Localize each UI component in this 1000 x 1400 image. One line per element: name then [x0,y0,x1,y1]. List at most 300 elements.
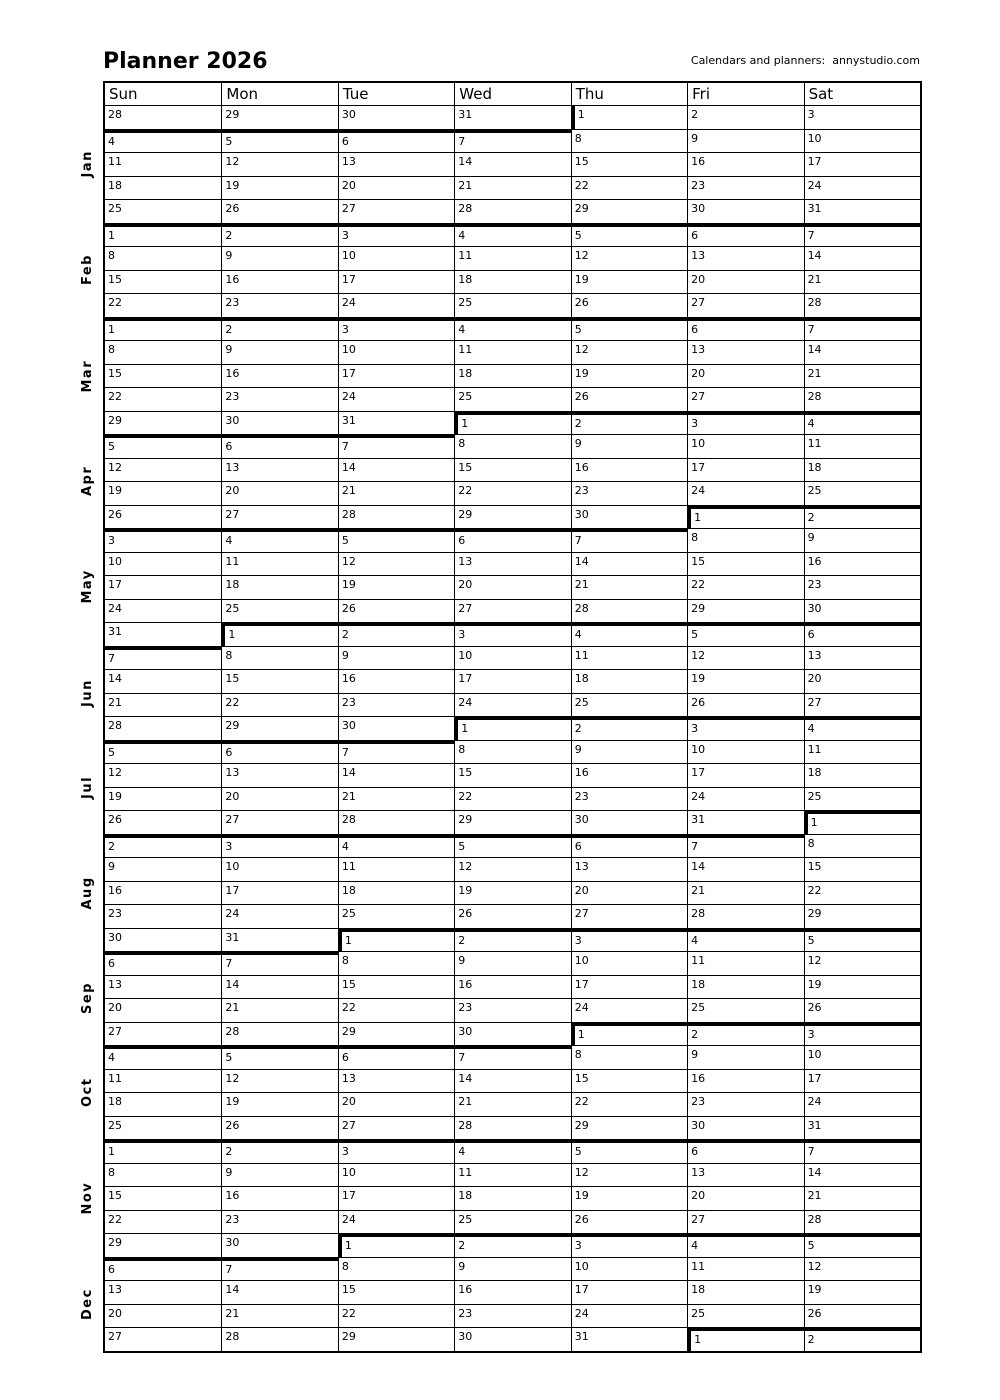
day-cell: 17 [571,975,687,999]
day-cell: 6 [687,1139,803,1163]
day-cell: 25 [571,693,687,717]
month-label-jun: Jun [80,678,95,707]
day-cell: 4 [454,223,570,247]
month-label-mar: Mar [80,358,95,392]
day-cell: 10 [571,1257,687,1281]
day-cell: 5 [687,622,803,646]
day-cell: 17 [804,1069,920,1093]
day-cell: 24 [454,693,570,717]
day-cell: 24 [571,1304,687,1328]
day-cell: 4 [105,1045,221,1069]
day-cell: 1 [687,505,803,529]
day-cell: 15 [338,975,454,999]
day-cell: 29 [454,810,570,834]
day-cell: 3 [338,223,454,247]
day-cell: 18 [571,669,687,693]
day-cell: 15 [571,152,687,176]
day-cell: 9 [571,740,687,764]
day-cell: 26 [571,387,687,411]
day-cell: 30 [454,1022,570,1046]
day-header-fri: Fri [687,83,803,105]
day-cell: 16 [105,881,221,905]
day-cell: 14 [804,340,920,364]
day-cell: 30 [454,1327,570,1351]
day-cell: 16 [804,552,920,576]
day-cell: 1 [338,928,454,952]
day-cell: 26 [105,810,221,834]
month-label-column [75,81,100,1353]
day-cell: 8 [105,246,221,270]
day-cell: 18 [105,176,221,200]
day-cell: 20 [687,270,803,294]
month-label-dec: Dec [80,1287,95,1320]
day-cell: 6 [338,129,454,153]
day-cell: 12 [571,1163,687,1187]
day-cell: 23 [571,481,687,505]
day-cell: 12 [105,763,221,787]
day-cell: 30 [105,928,221,952]
day-cell: 9 [804,528,920,552]
day-cell: 16 [571,458,687,482]
day-cell: 9 [571,434,687,458]
day-cell: 26 [454,904,570,928]
day-header-sun: Sun [109,85,138,103]
day-cell: 9 [105,857,221,881]
day-cell: 25 [221,599,337,623]
day-cell: 14 [105,669,221,693]
day-cell: 4 [571,622,687,646]
day-cell: 29 [687,599,803,623]
day-cell: 25 [338,904,454,928]
day-cell: 2 [221,1139,337,1163]
day-cell: 6 [571,834,687,858]
day-cell: 27 [687,293,803,317]
day-cell: 27 [804,693,920,717]
day-cell: 2 [454,1233,570,1257]
day-cell: 18 [454,270,570,294]
day-cell: 7 [571,528,687,552]
day-cell: 2 [221,317,337,341]
day-cell: 22 [105,1210,221,1234]
day-cell: 3 [338,1139,454,1163]
day-cell: 17 [221,881,337,905]
day-cell: 6 [105,951,221,975]
day-cell: 20 [221,787,337,811]
day-cell: 24 [338,387,454,411]
day-cell: 20 [571,881,687,905]
day-cell: 5 [338,528,454,552]
day-cell: 16 [571,763,687,787]
month-label-feb: Feb [80,254,95,285]
day-cell: 14 [804,246,920,270]
day-cell: 8 [687,528,803,552]
day-cell: 24 [105,599,221,623]
day-cell: 19 [105,481,221,505]
day-cell: 15 [105,270,221,294]
day-cell: 4 [687,928,803,952]
day-cell: 15 [105,1186,221,1210]
day-cell: 21 [454,176,570,200]
day-cell: 13 [105,975,221,999]
day-cell: 14 [454,1069,570,1093]
day-cell: 26 [221,199,337,223]
day-cell: 1 [338,1233,454,1257]
day-cell: 20 [687,364,803,388]
day-cell: 19 [571,364,687,388]
day-cell: 28 [687,904,803,928]
day-cell: 30 [338,105,454,129]
day-cell: 30 [571,810,687,834]
day-cell: 19 [687,669,803,693]
day-cell: 14 [804,1163,920,1187]
day-cell: 26 [804,1304,920,1328]
day-cell: 23 [221,293,337,317]
day-cell: 20 [804,669,920,693]
day-cell: 15 [105,364,221,388]
day-cell: 28 [454,1116,570,1140]
day-cell: 13 [454,552,570,576]
day-cell: 7 [687,834,803,858]
day-cell: 11 [687,1257,803,1281]
day-cell: 7 [804,1139,920,1163]
day-cell: 14 [221,975,337,999]
day-cell: 6 [804,622,920,646]
day-cell: 18 [454,1186,570,1210]
day-cell: 10 [804,129,920,153]
day-cell: 18 [338,881,454,905]
day-cell: 3 [454,622,570,646]
day-cell: 13 [338,1069,454,1093]
day-cell: 22 [804,881,920,905]
day-cell: 3 [105,528,221,552]
day-cell: 13 [221,458,337,482]
day-cell: 15 [687,552,803,576]
day-cell: 21 [571,575,687,599]
day-cell: 23 [221,1210,337,1234]
day-cell: 6 [221,434,337,458]
day-cell: 22 [571,1092,687,1116]
day-header-thu: Thu [571,83,687,105]
day-cell: 16 [454,1280,570,1304]
day-cell: 8 [571,129,687,153]
day-cell: 9 [221,1163,337,1187]
day-cell: 16 [687,1069,803,1093]
day-cell: 29 [105,1233,221,1257]
day-cell: 19 [804,1280,920,1304]
day-cell: 24 [687,481,803,505]
day-cell: 29 [221,716,337,740]
day-cell: 12 [454,857,570,881]
month-label-jan: Jan [80,150,95,178]
day-cell: 21 [338,481,454,505]
day-cell: 28 [338,810,454,834]
day-cell: 8 [338,951,454,975]
day-cell: 15 [454,458,570,482]
day-cell: 25 [105,1116,221,1140]
day-cell: 1 [454,411,570,435]
day-cell: 14 [221,1280,337,1304]
day-cell: 4 [338,834,454,858]
day-cell: 5 [105,740,221,764]
page-title: Planner 2026 [103,49,268,74]
day-cell: 2 [804,1327,920,1351]
day-cell: 1 [221,622,337,646]
day-cell: 30 [804,599,920,623]
day-cell: 29 [105,411,221,435]
day-cell: 5 [804,1233,920,1257]
day-cell: 11 [804,434,920,458]
day-cell: 27 [338,199,454,223]
day-cell: 5 [221,129,337,153]
day-cell: 5 [571,1139,687,1163]
day-cell: 26 [105,505,221,529]
day-cell: 23 [687,1092,803,1116]
day-cell: 18 [687,975,803,999]
day-cell: 11 [105,1069,221,1093]
day-cell: 12 [221,1069,337,1093]
day-cell: 13 [687,340,803,364]
day-cell: 27 [338,1116,454,1140]
day-cell: 6 [454,528,570,552]
day-cell: 24 [804,1092,920,1116]
day-cell: 28 [804,387,920,411]
day-cell: 13 [571,857,687,881]
day-cell: 5 [454,834,570,858]
day-cell: 5 [105,434,221,458]
day-cell: 15 [221,669,337,693]
day-cell: 25 [454,293,570,317]
day-cell: 17 [338,1186,454,1210]
day-cell: 31 [338,411,454,435]
day-cell: 4 [221,528,337,552]
day-cell: 3 [687,716,803,740]
day-cell: 28 [221,1022,337,1046]
day-cell: 4 [105,129,221,153]
day-cell: 27 [687,1210,803,1234]
day-cell: 31 [221,928,337,952]
month-label-sep: Sep [80,982,95,1014]
day-cell: 5 [221,1045,337,1069]
day-cell: 1 [687,1327,803,1351]
day-cell: 25 [687,998,803,1022]
day-cell: 11 [105,152,221,176]
day-cell: 7 [221,1257,337,1281]
day-cell: 4 [804,411,920,435]
month-label-nov: Nov [80,1181,95,1215]
day-cell: 21 [804,364,920,388]
day-cell: 5 [571,223,687,247]
day-cell: 28 [105,105,221,129]
day-cell: 2 [687,1022,803,1046]
day-cell: 17 [105,575,221,599]
day-cell: 2 [687,105,803,129]
day-cell: 18 [221,575,337,599]
day-cell: 10 [687,434,803,458]
day-cell: 1 [571,105,687,129]
day-header-wed: Wed [454,83,570,105]
day-cell: 3 [687,411,803,435]
day-cell: 6 [687,317,803,341]
day-cell: 8 [105,1163,221,1187]
day-cell: 3 [221,834,337,858]
day-cell: 17 [571,1280,687,1304]
day-cell: 18 [804,763,920,787]
day-cell: 24 [571,998,687,1022]
day-cell: 21 [105,693,221,717]
day-cell: 20 [338,176,454,200]
day-cell: 7 [221,951,337,975]
day-cell: 23 [454,998,570,1022]
day-cell: 7 [454,1045,570,1069]
day-cell: 26 [804,998,920,1022]
day-cell: 14 [687,857,803,881]
day-cell: 27 [221,810,337,834]
day-cell: 31 [454,105,570,129]
day-cell: 25 [105,199,221,223]
day-cell: 31 [804,1116,920,1140]
day-cell: 29 [221,105,337,129]
day-cell: 16 [338,669,454,693]
day-cell: 31 [571,1327,687,1351]
day-cell: 12 [571,340,687,364]
day-cell: 18 [105,1092,221,1116]
day-cell: 1 [571,1022,687,1046]
day-cell: 20 [105,998,221,1022]
day-cell: 20 [454,575,570,599]
day-cell: 29 [571,199,687,223]
day-cell: 18 [454,364,570,388]
day-cell: 3 [804,1022,920,1046]
day-cell: 28 [221,1327,337,1351]
day-cell: 2 [338,622,454,646]
day-cell: 30 [687,199,803,223]
day-cell: 7 [804,317,920,341]
day-cell: 2 [105,834,221,858]
day-cell: 21 [687,881,803,905]
day-cell: 6 [221,740,337,764]
day-cell: 1 [454,716,570,740]
day-cell: 19 [571,1186,687,1210]
day-cell: 14 [338,458,454,482]
day-cell: 22 [571,176,687,200]
day-cell: 17 [338,270,454,294]
day-cell: 27 [105,1022,221,1046]
day-cell: 10 [338,1163,454,1187]
day-cell: 28 [571,599,687,623]
day-cell: 26 [687,693,803,717]
day-cell: 6 [105,1257,221,1281]
day-cell: 28 [105,716,221,740]
day-cell: 18 [804,458,920,482]
day-cell: 9 [687,1045,803,1069]
day-cell: 15 [804,857,920,881]
month-label-may: May [80,569,95,604]
day-cell: 30 [571,505,687,529]
month-label-aug: Aug [80,875,95,909]
day-cell: 17 [687,763,803,787]
day-cell: 16 [687,152,803,176]
day-cell: 29 [571,1116,687,1140]
day-cell: 8 [338,1257,454,1281]
day-cell: 16 [221,270,337,294]
day-cell: 2 [571,411,687,435]
day-cell: 31 [687,810,803,834]
day-cell: 7 [105,646,221,670]
day-cell: 6 [338,1045,454,1069]
day-cell: 22 [105,293,221,317]
day-cell: 25 [454,1210,570,1234]
day-cell: 2 [804,505,920,529]
day-cell: 24 [687,787,803,811]
day-cell: 10 [804,1045,920,1069]
day-cell: 2 [571,716,687,740]
day-cell: 28 [804,1210,920,1234]
day-cell: 8 [105,340,221,364]
day-cell: 16 [221,1186,337,1210]
day-cell: 10 [338,340,454,364]
day-cell: 21 [221,998,337,1022]
year-planner [80,81,922,1353]
day-header-mon: Mon [221,83,337,105]
day-cell: 5 [804,928,920,952]
day-cell: 9 [687,129,803,153]
day-cell: 24 [338,293,454,317]
day-cell: 22 [105,387,221,411]
day-cell: 2 [454,928,570,952]
day-cell: 27 [454,599,570,623]
day-cell: 9 [221,246,337,270]
day-cell: 26 [571,1210,687,1234]
day-cell: 30 [687,1116,803,1140]
day-cell: 28 [454,199,570,223]
day-cell: 16 [454,975,570,999]
day-cell: 29 [338,1327,454,1351]
day-cell: 4 [454,317,570,341]
day-cell: 23 [221,387,337,411]
day-cell: 27 [571,904,687,928]
day-cell: 13 [687,246,803,270]
day-cell: 7 [338,434,454,458]
day-cell: 11 [804,740,920,764]
day-cell: 10 [687,740,803,764]
day-cell: 12 [338,552,454,576]
day-cell: 9 [454,1257,570,1281]
day-cell: 20 [105,1304,221,1328]
day-cell: 26 [338,599,454,623]
day-cell: 10 [221,857,337,881]
day-cell: 23 [105,904,221,928]
day-cell: 21 [804,1186,920,1210]
day-cell: 21 [338,787,454,811]
day-cell: 29 [804,904,920,928]
day-cell: 17 [687,458,803,482]
day-cell: 19 [454,881,570,905]
day-cell: 20 [338,1092,454,1116]
day-cell: 5 [571,317,687,341]
day-cell: 14 [454,152,570,176]
day-cell: 22 [338,1304,454,1328]
day-cell: 24 [804,176,920,200]
month-label-apr: Apr [80,465,95,497]
day-cell: 11 [687,951,803,975]
day-cell: 8 [571,1045,687,1069]
day-cell: 12 [804,1257,920,1281]
day-cell: 23 [687,176,803,200]
day-cell: 12 [571,246,687,270]
day-cell: 11 [338,857,454,881]
day-cell: 30 [338,716,454,740]
day-cell: 31 [105,622,221,646]
